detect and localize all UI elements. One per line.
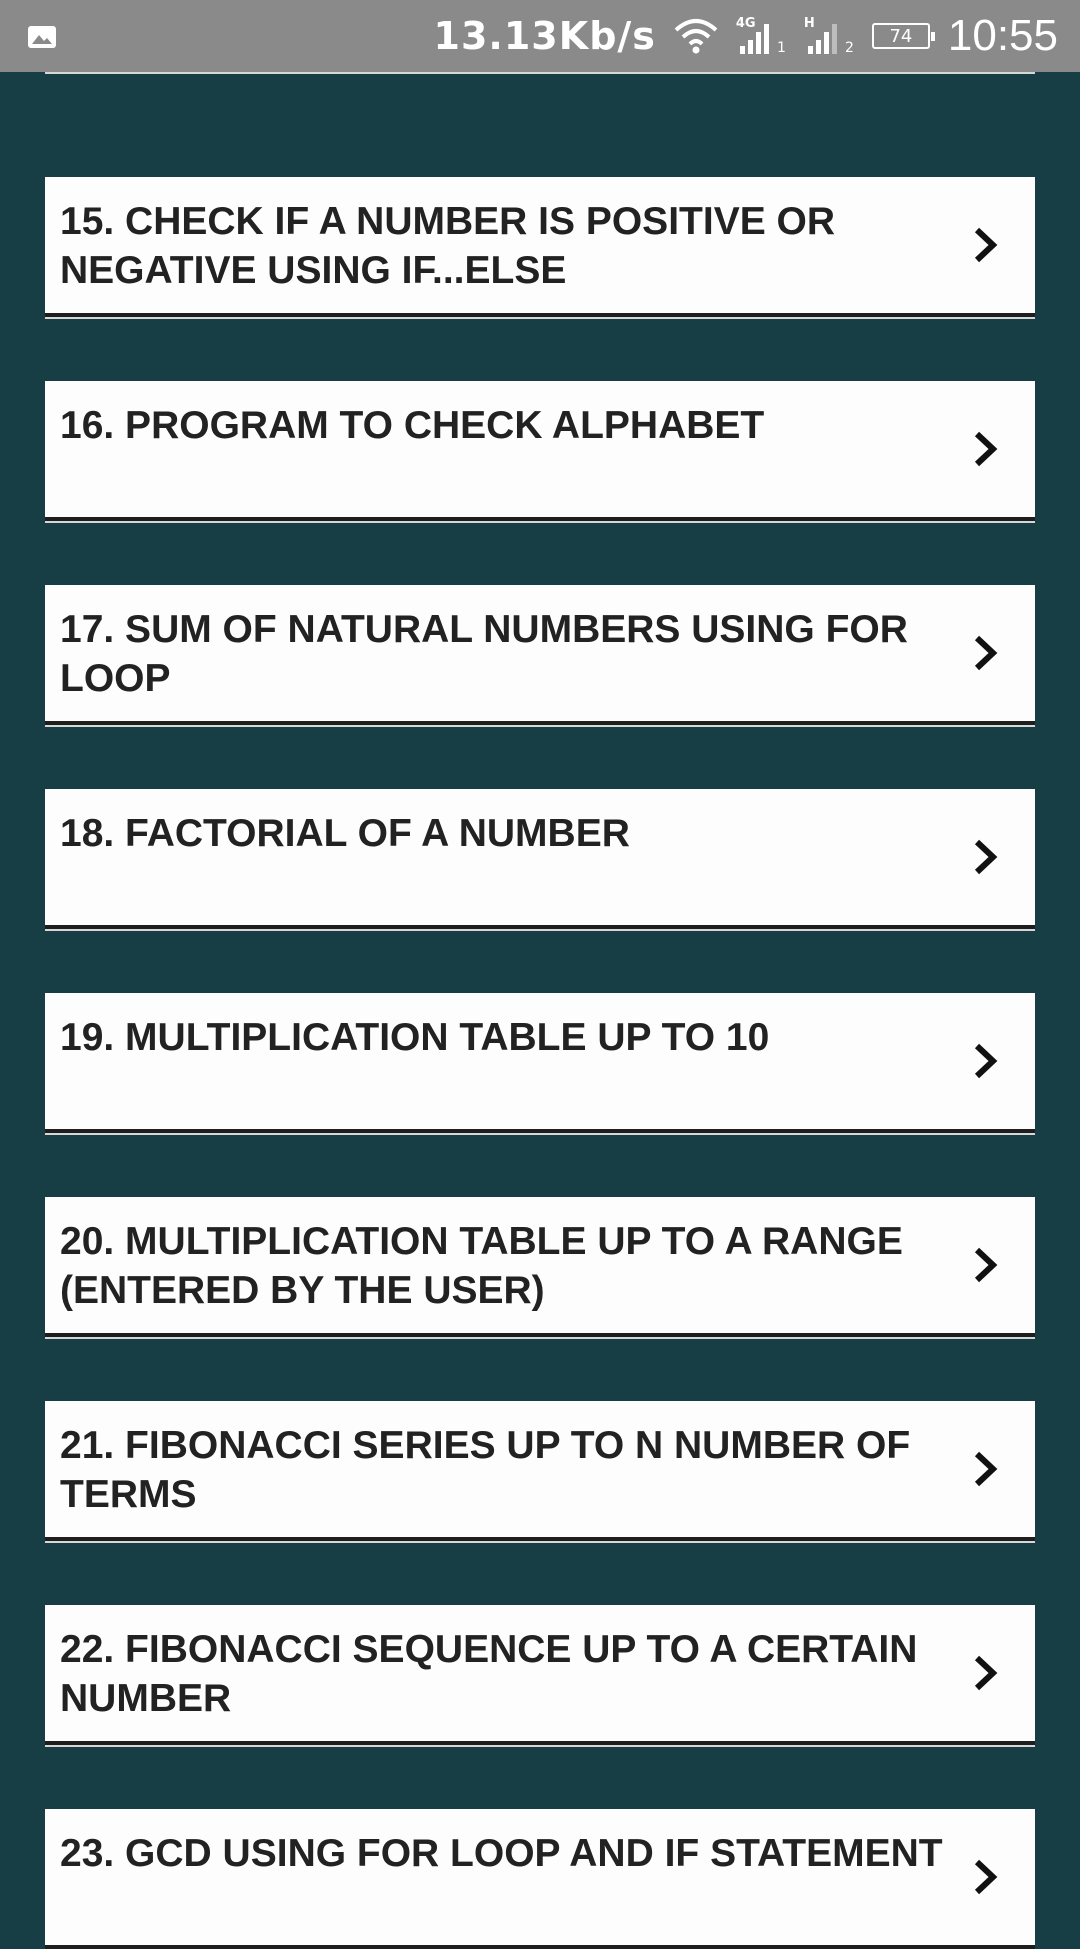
chevron-right-icon <box>965 1245 1005 1285</box>
sim1-network-type: 4G <box>735 16 756 31</box>
wifi-icon <box>674 18 718 54</box>
list-item-label: 20. MULTIPLICATION TABLE UP TO A RANGE (ENTERED BY THE USER) <box>60 1220 903 1312</box>
list-item[interactable] <box>45 1809 1035 1949</box>
list-item[interactable] <box>45 993 1035 1133</box>
sim2-index: 2 <box>844 40 854 56</box>
list-item[interactable] <box>45 381 1035 521</box>
chevron-right-icon <box>965 225 1005 265</box>
list-item-label: 22. FIBONACCI SEQUENCE UP TO A CERTAIN NUMBER <box>60 1628 918 1720</box>
chevron-right-icon <box>965 1041 1005 1081</box>
list-item-label: 16. PROGRAM TO CHECK ALPHABET <box>60 404 765 447</box>
list-item-label: 19. MULTIPLICATION TABLE UP TO 10 <box>60 1016 770 1059</box>
list-item[interactable] <box>45 1401 1035 1541</box>
list-item-label: 23. GCD USING FOR LOOP AND IF STATEMENT <box>60 1832 943 1875</box>
chevron-right-icon <box>965 1857 1005 1897</box>
gallery-icon <box>28 26 56 48</box>
clock: 10:55 <box>947 11 1058 60</box>
chevron-right-icon <box>965 633 1005 673</box>
list-item-label: 17. SUM OF NATURAL NUMBERS USING FOR LOOP <box>60 608 908 700</box>
list-item[interactable] <box>45 1605 1035 1745</box>
battery-level: 74 <box>889 25 913 47</box>
chevron-right-icon <box>965 1653 1005 1693</box>
list-item[interactable] <box>45 177 1035 317</box>
list-item-label: 15. CHECK IF A NUMBER IS POSITIVE OR NEGATIVE USING IF...ELSE <box>60 200 836 292</box>
list-item[interactable] <box>45 789 1035 929</box>
sim2-network-type: H <box>803 16 815 31</box>
status-bar <box>0 0 1080 72</box>
chevron-right-icon <box>965 1449 1005 1489</box>
sim1-index: 1 <box>776 40 786 56</box>
list-item[interactable] <box>45 585 1035 725</box>
chevron-right-icon <box>965 429 1005 469</box>
list-item-label: 21. FIBONACCI SERIES UP TO N NUMBER OF TERMS <box>60 1424 911 1516</box>
network-speed: 13.13Kb/s <box>433 14 656 58</box>
list-item[interactable] <box>45 1197 1035 1337</box>
sim1-signal-icon <box>736 16 786 56</box>
chevron-right-icon <box>965 837 1005 877</box>
sim2-signal-icon <box>804 16 854 56</box>
battery-icon <box>872 23 930 49</box>
list-item-label: 18. FACTORIAL OF A NUMBER <box>60 812 630 855</box>
